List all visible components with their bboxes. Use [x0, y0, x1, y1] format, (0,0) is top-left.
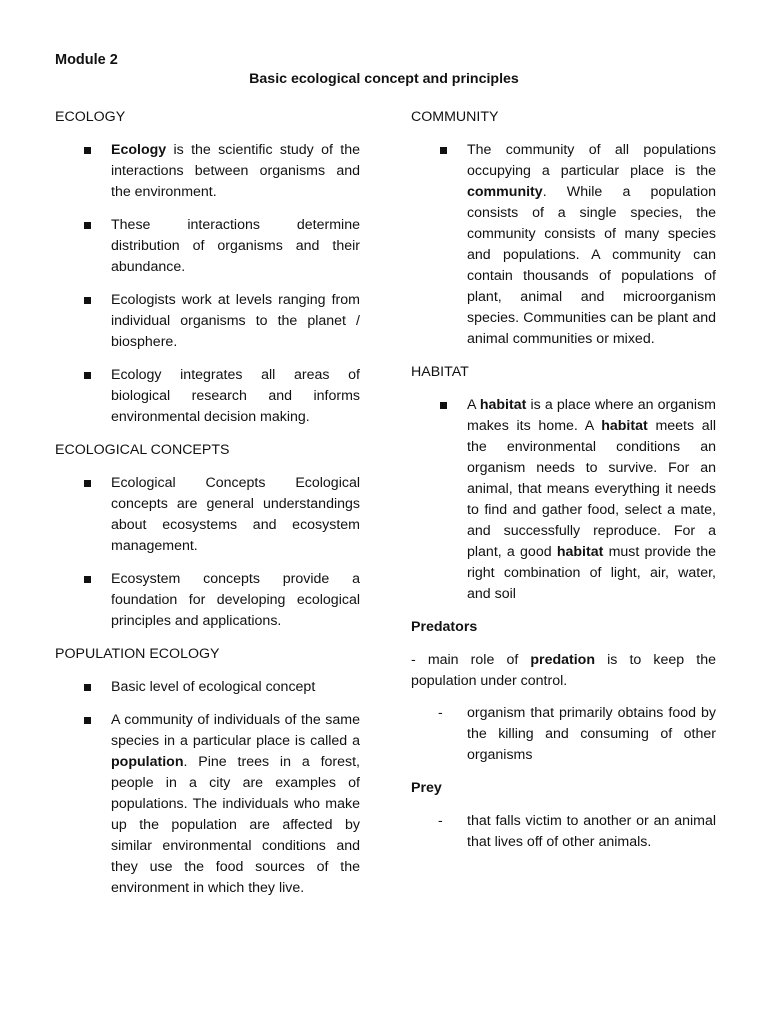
document-title: Basic ecological concept and principles — [249, 71, 519, 87]
list-item: - that falls victim to another or an animal that lives off of other animals. — [411, 811, 716, 853]
concepts-list — [55, 473, 360, 632]
list-item: A community of individuals of the same species in a particular place is called a population. Pine trees in a forest, people in a city are examples of populations. The individuals who make up the population are affected by similar environmental conditions and they use the food sources of the environment in which they live. — [55, 710, 360, 899]
ecology-heading: ECOLOGY — [55, 109, 126, 125]
predators-list — [411, 703, 716, 766]
population-ecology-heading: POPULATION ECOLOGY — [55, 646, 220, 662]
list-item: Ecology integrates all areas of biological research and informs environmental decision making. — [55, 365, 360, 428]
list-item: Ecology is the scientific study of the interactions between organisms and the environment. — [55, 140, 360, 203]
list-item: Basic level of ecological concept — [55, 677, 360, 698]
community-list — [411, 140, 716, 350]
habitat-list — [411, 395, 716, 605]
list-item: These interactions determine distribution of organisms and their abundance. — [55, 215, 360, 278]
left-column — [55, 107, 360, 911]
list-item: The community of all populations occupying a particular place is the community. While a population consists of a single species, the community consists of many species and populations. A community can contain thousands of populations of plant, animal and microorganism species. Communities can be plant and animal communities or mixed. — [411, 140, 716, 350]
list-item: - organism that primarily obtains food by the killing and consuming of other organisms — [411, 703, 716, 766]
list-item: A habitat is a place where an organism makes its home. A habitat meets all the environmental conditions an organism needs to survive. For an animal, that means everything it needs to find and gather food, select a mate, and successfully reproduce. For a plant, a good habitat must provide the right combination of light, air, water, and soil — [411, 395, 716, 605]
habitat-heading: HABITAT — [411, 364, 469, 380]
ecology-list — [55, 140, 360, 428]
right-column — [411, 107, 716, 865]
list-item: Ecological Concepts Ecological concepts are general understandings about ecosystems and ecosystem management. — [55, 473, 360, 557]
ecological-concepts-heading: ECOLOGICAL CONCEPTS — [55, 442, 230, 458]
community-heading: COMMUNITY — [411, 109, 499, 125]
list-item: Ecologists work at levels ranging from individual organisms to the planet / biosphere. — [55, 290, 360, 353]
module-label: Module 2 — [55, 52, 118, 68]
predators-paragraph: - main role of predation is to keep the population under control. — [411, 652, 716, 689]
prey-heading: Prey — [411, 780, 442, 796]
prey-list — [411, 811, 716, 853]
population-list — [55, 677, 360, 899]
list-item: Ecosystem concepts provide a foundation for developing ecological principles and applications. — [55, 569, 360, 632]
predators-heading: Predators — [411, 619, 478, 635]
